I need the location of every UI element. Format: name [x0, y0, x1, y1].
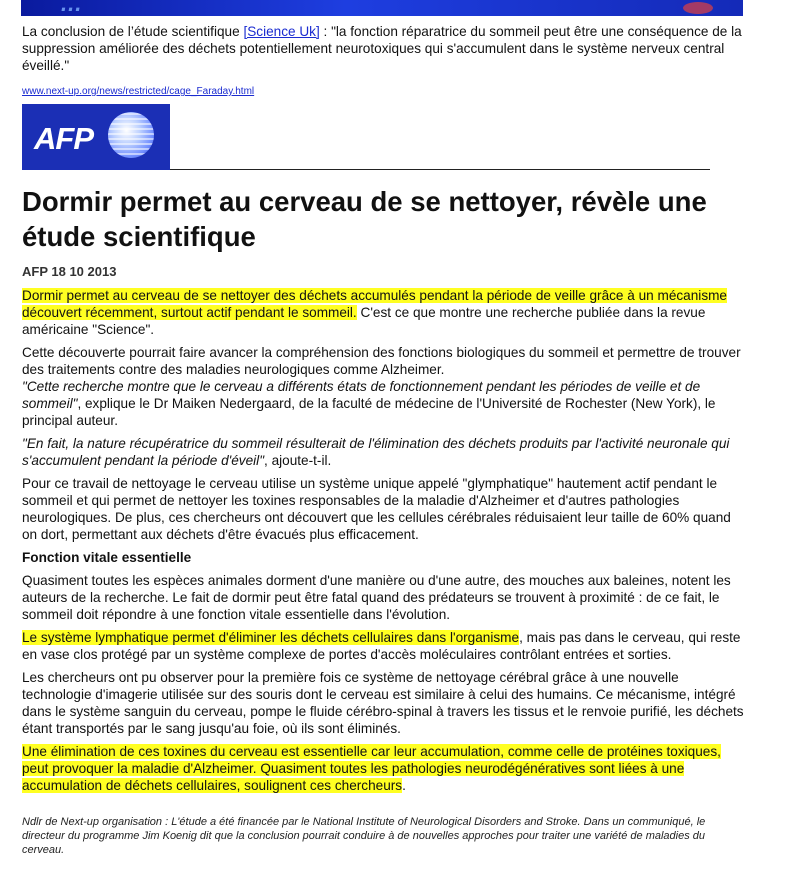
- highlight-2: Le système lymphatique permet d'éliminer les déchets cellulaires dans l'organisme: [22, 630, 520, 645]
- paragraph-8-rest: .: [402, 778, 406, 793]
- source-url-link[interactable]: www.next-up.org/news/restricted/cage_Faraday.html: [22, 86, 255, 97]
- paragraph-1-rest: C'est ce que montre une recherche publiée dans la revue américaine "Science".: [22, 305, 706, 337]
- section-heading: Fonction vitale essentielle: [22, 550, 192, 565]
- paragraph-3: [22, 435, 744, 469]
- paragraph-2-quote: [22, 378, 744, 429]
- intro-after: : "la fonction réparatrice du sommeil peut être une conséquence de la suppression améliorée des déchets potentiellement neurotoxiques qui s'accumulent dans le système nerveux central éveillé.": [22, 24, 742, 73]
- paragraph-7: Les chercheurs ont pu observer pour la première fois ce système de nettoyage cérébral grâce à une nouvelle technologie d'imagerie utilisée sur des souris dont le cerveau est similaire à celui des humains. Ce mécanisme, intégré dans le système sanguin du cerveau, pompe le fluide cérébro-spinal à travers les tissus et le renvoie purifié, les déchets étant transportés par le sang jusqu'au foie, où ils sont éliminés.: [22, 670, 744, 736]
- article-title: Dormir permet au cerveau de se nettoyer, révèle une étude scientifique: [22, 186, 707, 252]
- article-dateline: AFP 18 10 2013: [22, 264, 117, 279]
- afp-logo: [22, 104, 170, 170]
- paragraph-5: Quasiment toutes les espèces animales dorment d'une manière ou d'une autre, des mouches aux baleines, notent les auteurs de la recherche. Le fait de dormir peut être fatal quand des prédateurs se trouvent à proximité : de ce fait, le sommeil doit répondre à une fonction vitale essentielle dans l'évolution.: [22, 573, 731, 622]
- paragraph-1: [22, 287, 744, 338]
- paragraph-6-rest: , mais pas dans le cerveau, qui reste en vase clos protégé par un système complexe de portes d'accès moléculaires contrôlant entrées et sorties.: [22, 630, 741, 662]
- afp-logo-text: AFP: [34, 121, 93, 156]
- highlight-1: Dormir permet au cerveau de se nettoyer des déchets accumulés pendant la période de veille grâce à un mécanisme découvert récemment, surtout actif pendant le sommeil.: [22, 288, 727, 320]
- quote-1: "Cette recherche montre que le cerveau a différents états de fonctionnement pendant les périodes de veille et de sommeil": [22, 379, 701, 411]
- intro-before: La conclusion de l’étude scientifique: [22, 24, 244, 39]
- quote-1-attribution: , explique le Dr Maiken Nedergaard, de la faculté de médecine de l'Université de Rochester (New York), le principal auteur.: [22, 396, 716, 428]
- globe-icon: [108, 112, 154, 158]
- banner-text: ...: [61, 0, 83, 16]
- science-uk-link[interactable]: [Science Uk]: [243, 24, 320, 39]
- banner-glow: [683, 2, 713, 14]
- top-banner: [21, 0, 743, 16]
- highlight-3: Une élimination de ces toxines du cerveau est essentielle car leur accumulation, comme celle de protéines toxiques, peut provoquer la maladie d'Alzheimer. Quasiment toutes les pathologies neurodégénératives sont liées à une accumulation de déchets cellulaires, soulignent ces chercheurs: [22, 744, 721, 793]
- paragraph-6: [22, 629, 744, 663]
- editor-footnote: Ndlr de Next-up organisation : L'étude a été financée par le National Institute of Neurological Disorders and Stroke. Dans un communiqué, le directeur du programme Jim Koenig dit que la conclusion pourrait conduire à de nouvelles approches pour traiter une variété de maladies du cerveau.: [22, 816, 706, 856]
- paragraph-2-text: Cette découverte pourrait faire avancer la compréhension des fonctions biologiques du sommeil et permettre de trouver des traitements contre des maladies neurologiques comme Alzheimer.: [22, 345, 741, 377]
- header-divider: [170, 169, 710, 170]
- quote-2-attribution: , ajoute-t-il.: [264, 453, 332, 468]
- intro-paragraph: [22, 23, 742, 74]
- paragraph-8: [22, 743, 744, 794]
- article-body: [22, 287, 744, 800]
- quote-2: "En fait, la nature récupératrice du sommeil résulterait de l'élimination des déchets produits par l'activité neuronale qui s'accumulent pendant la période d'éveil": [22, 436, 730, 468]
- paragraph-2: [22, 344, 744, 378]
- paragraph-4: Pour ce travail de nettoyage le cerveau utilise un système unique appelé "glymphatique" hautement actif pendant le sommeil et qui permet de nettoyer les toxines responsables de la maladie d'Alzheimer et d'autres pathologies neurologiques. De plus, ces chercheurs ont découvert que les cellules cérébrales réduisaient leur taille de 60% quand on dort, permettant aux déchets d'être évacués plus efficacement.: [22, 476, 731, 542]
